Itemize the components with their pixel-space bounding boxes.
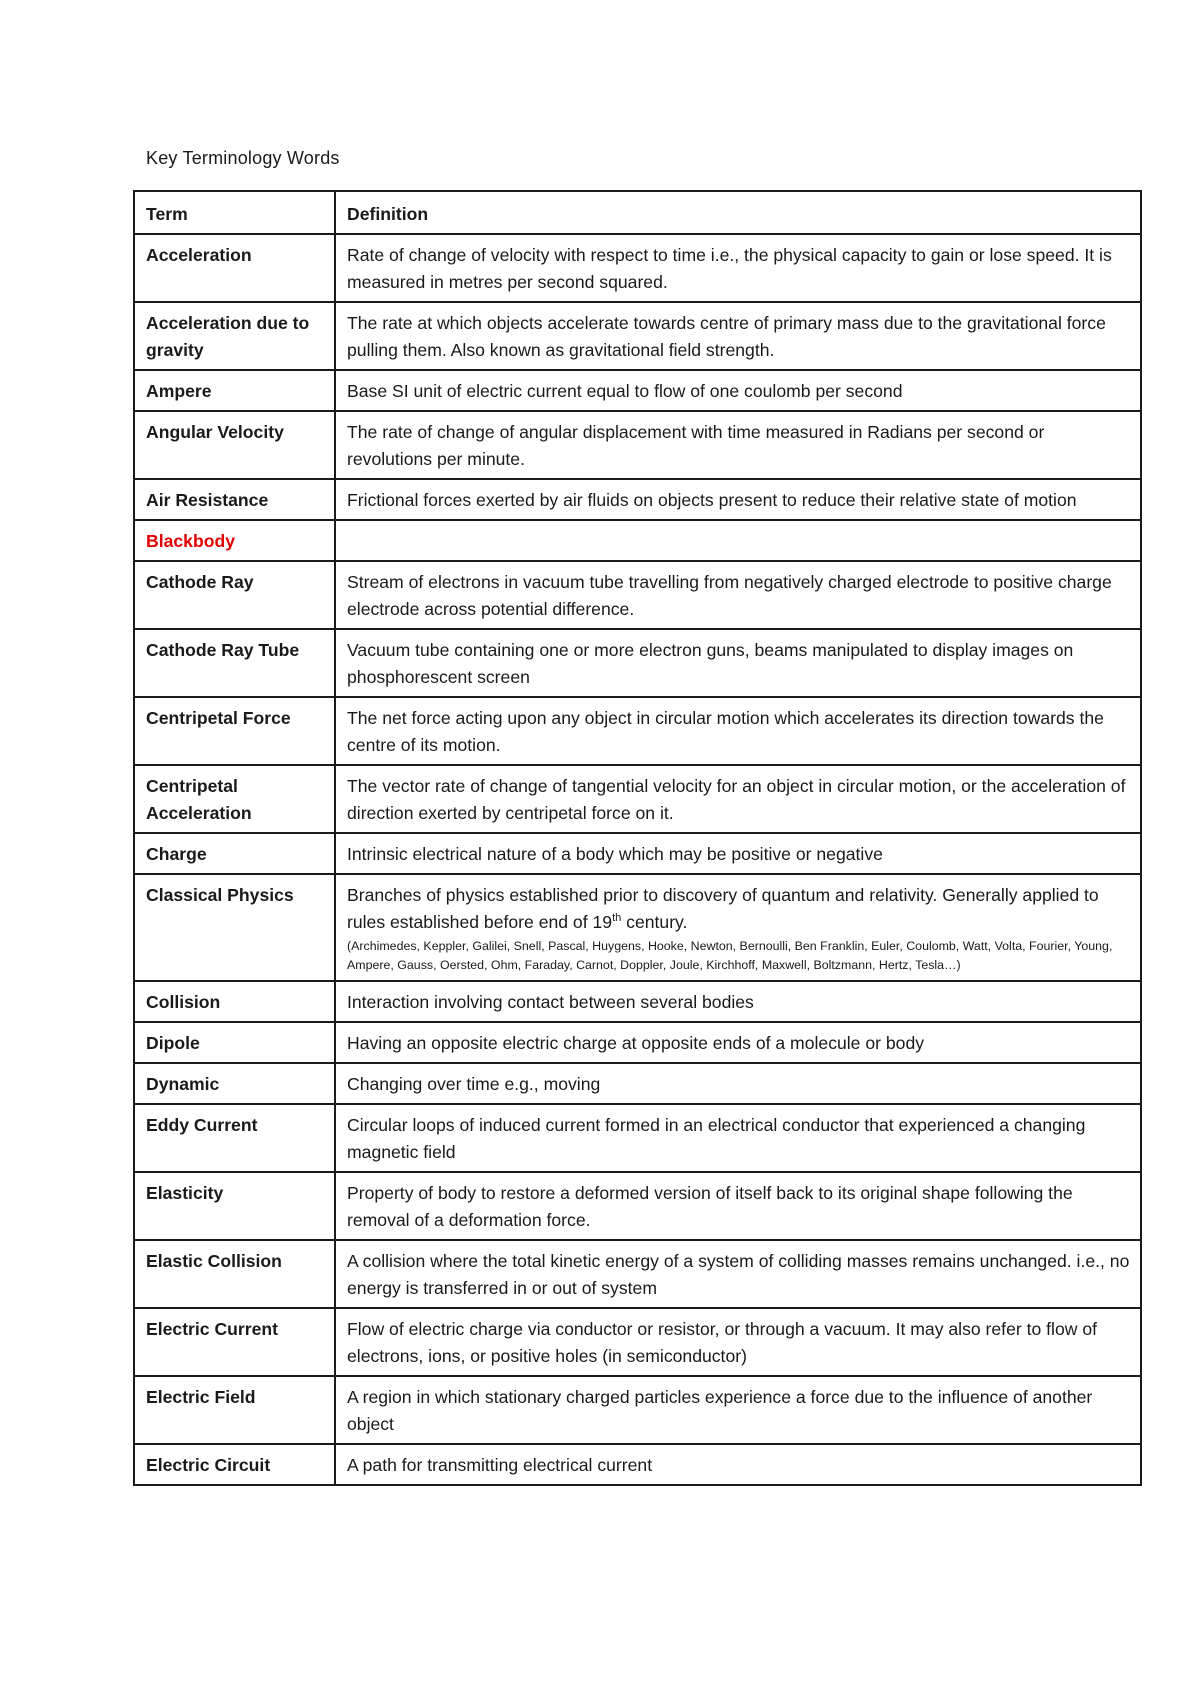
definition-cell: Stream of electrons in vacuum tube travelling from negatively charged electrode to positive charge electrode across potential difference. (335, 561, 1141, 629)
table-row (134, 1063, 1141, 1104)
definition-cell: Base SI unit of electric current equal to flow of one coulomb per second (335, 370, 1141, 411)
term-cell: Angular Velocity (134, 411, 335, 479)
table-row (134, 370, 1141, 411)
term-cell: Cathode Ray Tube (134, 629, 335, 697)
definition-cell: The vector rate of change of tangential velocity for an object in circular motion, or the acceleration of direction exerted by centripetal force on it. (335, 765, 1141, 833)
table-row (134, 234, 1141, 302)
table-row (134, 302, 1141, 370)
definition-cell: The rate of change of angular displacement with time measured in Radians per second or revolutions per minute. (335, 411, 1141, 479)
definition-cell: Flow of electric charge via conductor or resistor, or through a vacuum. It may also refer to flow of electrons, ions, or positive holes (in semiconductor) (335, 1308, 1141, 1376)
definition-cell: The net force acting upon any object in circular motion which accelerates its direction towards the centre of its motion. (335, 697, 1141, 765)
table-row (134, 1308, 1141, 1376)
table-row (134, 1240, 1141, 1308)
term-cell-highlighted: Blackbody (134, 520, 335, 561)
table-row (134, 1444, 1141, 1485)
definition-cell: A collision where the total kinetic energy of a system of colliding masses remains unchanged. i.e., no energy is transferred in or out of system (335, 1240, 1141, 1308)
table-row (134, 833, 1141, 874)
definition-cell-empty (335, 520, 1141, 561)
ordinal-superscript: th (612, 912, 622, 925)
definition-cell: Changing over time e.g., moving (335, 1063, 1141, 1104)
definition-cell: Vacuum tube containing one or more electron guns, beams manipulated to display images on phosphorescent screen (335, 629, 1141, 697)
terminology-table (133, 190, 1142, 1486)
header-definition: Definition (335, 191, 1141, 234)
term-cell: Centripetal Acceleration (134, 765, 335, 833)
term-cell: Electric Current (134, 1308, 335, 1376)
term-cell: Classical Physics (134, 874, 335, 981)
term-cell: Electric Field (134, 1376, 335, 1444)
term-cell: Ampere (134, 370, 335, 411)
definition-text-end: century. (621, 912, 688, 932)
definition-cell: Rate of change of velocity with respect to time i.e., the physical capacity to gain or lose speed. It is measured in metres per second squared. (335, 234, 1141, 302)
table-row (134, 520, 1141, 561)
term-cell: Air Resistance (134, 479, 335, 520)
term-cell: Acceleration due to gravity (134, 302, 335, 370)
table-row (134, 561, 1141, 629)
term-cell: Elastic Collision (134, 1240, 335, 1308)
table-row (134, 1376, 1141, 1444)
definition-cell: Intrinsic electrical nature of a body which may be positive or negative (335, 833, 1141, 874)
table-row (134, 981, 1141, 1022)
table-row (134, 765, 1141, 833)
table-row (134, 1022, 1141, 1063)
header-term: Term (134, 191, 335, 234)
term-cell: Elasticity (134, 1172, 335, 1240)
definition-cell: Frictional forces exerted by air fluids on objects present to reduce their relative state of motion (335, 479, 1141, 520)
term-cell: Eddy Current (134, 1104, 335, 1172)
table-row (134, 479, 1141, 520)
term-cell: Charge (134, 833, 335, 874)
page-title: Key Terminology Words (146, 148, 340, 168)
term-cell: Electric Circuit (134, 1444, 335, 1485)
table-row (134, 1104, 1141, 1172)
table-row (134, 1172, 1141, 1240)
definition-note: (Archimedes, Keppler, Galilei, Snell, Pascal, Huygens, Hooke, Newton, Bernoulli, Ben Franklin, Euler, Coulomb, Watt, Volta, Fourier, Young, Ampere, Gauss, Oersted, Ohm, Faraday, Carnot, Doppler, Joule, Kirchhoff, Maxwell, Boltzmann, Hertz, Tesla…) (347, 939, 1113, 972)
term-cell: Collision (134, 981, 335, 1022)
table-row (134, 874, 1141, 981)
definition-cell: Circular loops of induced current formed in an electrical conductor that experienced a changing magnetic field (335, 1104, 1141, 1172)
definition-cell: The rate at which objects accelerate towards centre of primary mass due to the gravitational force pulling them. Also known as gravitational field strength. (335, 302, 1141, 370)
definition-cell: Having an opposite electric charge at opposite ends of a molecule or body (335, 1022, 1141, 1063)
definition-cell: Interaction involving contact between several bodies (335, 981, 1141, 1022)
term-cell: Cathode Ray (134, 561, 335, 629)
definition-cell: A path for transmitting electrical current (335, 1444, 1141, 1485)
definition-cell: A region in which stationary charged particles experience a force due to the influence of another object (335, 1376, 1141, 1444)
term-cell: Dynamic (134, 1063, 335, 1104)
term-cell: Dipole (134, 1022, 335, 1063)
term-cell: Acceleration (134, 234, 335, 302)
definition-text: Branches of physics established prior to discovery of quantum and relativity. Generally applied to rules established before end of 19 (347, 885, 1099, 932)
term-cell: Centripetal Force (134, 697, 335, 765)
table-row (134, 629, 1141, 697)
table-row (134, 411, 1141, 479)
table-header-row (134, 191, 1141, 234)
definition-cell: Property of body to restore a deformed version of itself back to its original shape following the removal of a deformation force. (335, 1172, 1141, 1240)
table-row (134, 697, 1141, 765)
definition-cell (335, 874, 1141, 981)
